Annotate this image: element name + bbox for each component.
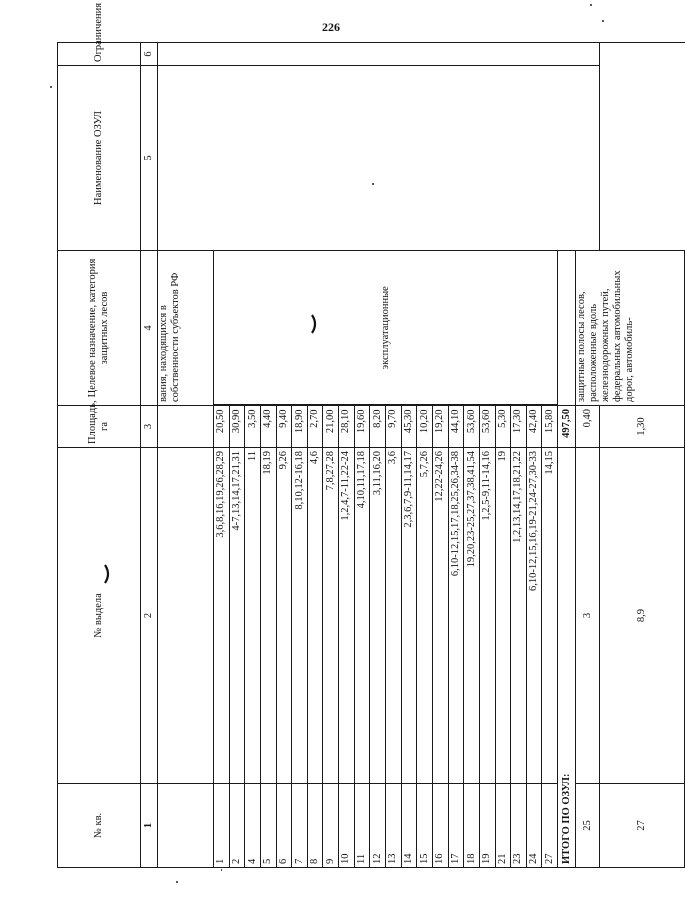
vydel-cell: 14,15 xyxy=(542,448,558,784)
area-cell: 28,10 xyxy=(339,406,355,448)
vydel-cell: 8,10,12-16,18 xyxy=(292,448,308,784)
area-cell: 4,40 xyxy=(260,406,276,448)
vydel-cell: 11 xyxy=(245,448,261,784)
continuation-row xyxy=(158,43,214,868)
column-number: 3 xyxy=(141,406,158,448)
vydel-cell: 7,8,27,28 xyxy=(323,448,339,784)
kv-cell: 25 xyxy=(576,784,600,868)
continuation-text: вания, находящихся в собственности субъектов РФ xyxy=(158,251,214,406)
total-area: 497,50 xyxy=(558,406,576,448)
vydel-cell: 12,22-24,26 xyxy=(432,448,448,784)
page-number: 226 xyxy=(322,20,340,34)
vydel-cell: 4,6 xyxy=(307,448,323,784)
vydel-cell: 18,19 xyxy=(260,448,276,784)
kv-cell: 15 xyxy=(417,784,433,868)
header-row xyxy=(58,43,141,868)
vydel-cell: 1,2,5-9,11-14,16 xyxy=(479,448,495,784)
area-cell: 9,40 xyxy=(276,406,292,448)
kv-cell: 9 xyxy=(323,784,339,868)
kv-cell: 7 xyxy=(292,784,308,868)
header-purpose: Целевое назначение, категория защитных лесов xyxy=(58,251,141,406)
kv-cell: 12 xyxy=(370,784,386,868)
scan-speck xyxy=(221,869,222,871)
table-cell xyxy=(558,251,576,406)
bracket-mark xyxy=(310,314,320,334)
area-cell: 9,70 xyxy=(386,406,402,448)
kv-cell: 5 xyxy=(260,784,276,868)
kv-cell: 10 xyxy=(339,784,355,868)
scan-speck xyxy=(590,4,592,6)
area-cell: 17,30 xyxy=(511,406,527,448)
kv-cell: 2 xyxy=(229,784,245,868)
column-number: 5 xyxy=(141,66,158,251)
vydel-cell: 1,2,13,14,17,18,21,22 xyxy=(511,448,527,784)
vydel-cell: 3,6 xyxy=(386,448,402,784)
kv-cell: 8 xyxy=(307,784,323,868)
header-area: Площадь, га xyxy=(58,406,141,448)
vydel-cell: 6,10-12,15,16,19-21,24-27,30-33 xyxy=(526,448,542,784)
vydel-cell: 3,6,8,16,19,26,28,29 xyxy=(214,448,230,784)
vydel-cell: 5,7,26 xyxy=(417,448,433,784)
vydel-cell: 4,10,11,17,18 xyxy=(354,448,370,784)
header-kv: № кв. xyxy=(58,784,141,868)
kv-cell: 24 xyxy=(526,784,542,868)
kv-cell: 14 xyxy=(401,784,417,868)
vydel-cell: 3 xyxy=(576,448,600,784)
area-cell: 19,20 xyxy=(432,406,448,448)
area-cell: 3,50 xyxy=(245,406,261,448)
table-cell xyxy=(158,66,600,251)
kv-cell: 6 xyxy=(276,784,292,868)
area-cell: 45,30 xyxy=(401,406,417,448)
area-cell: 53,60 xyxy=(464,406,480,448)
scan-speck xyxy=(602,20,604,22)
vydel-cell: 9,26 xyxy=(276,448,292,784)
column-number: 6 xyxy=(141,43,158,66)
kv-cell: 27 xyxy=(600,784,685,868)
table-cell xyxy=(158,784,214,868)
area-cell: 18,90 xyxy=(292,406,308,448)
vydel-cell: 19,20,23-25,27,37,38,41,54 xyxy=(464,448,480,784)
area-cell: 21,00 xyxy=(323,406,339,448)
kv-cell: 23 xyxy=(511,784,527,868)
area-cell: 5,30 xyxy=(495,406,511,448)
column-number-row xyxy=(141,43,158,868)
area-cell: 0,40 xyxy=(576,406,600,448)
kv-cell: 1 xyxy=(214,784,230,868)
kv-cell: 11 xyxy=(354,784,370,868)
table-cell xyxy=(158,406,214,448)
area-cell: 53,60 xyxy=(479,406,495,448)
vydel-cell: 19 xyxy=(495,448,511,784)
header-vydel: № выдела xyxy=(58,448,141,784)
total-label: ИТОГО ПО ОЗУЛ: xyxy=(558,448,576,868)
header-ozul-name: Наименование ОЗУЛ xyxy=(58,66,141,251)
area-cell: 15,80 xyxy=(542,406,558,448)
vydel-cell: 4-7,13,14,17,21,31 xyxy=(229,448,245,784)
area-cell: 42,40 xyxy=(526,406,542,448)
vydel-cell: 8,9 xyxy=(600,448,685,784)
column-number: 1 xyxy=(141,784,158,868)
header-restrictions: Ограничения xyxy=(58,43,141,66)
area-cell: 8,20 xyxy=(370,406,386,448)
kv-cell: 19 xyxy=(479,784,495,868)
vydel-cell: 3,11,16,20 xyxy=(370,448,386,784)
kv-cell: 4 xyxy=(245,784,261,868)
area-cell: 20,50 xyxy=(214,406,230,448)
area-cell: 2,70 xyxy=(307,406,323,448)
vydel-cell: 1,2,4,7-11,22-24 xyxy=(339,448,355,784)
vydel-cell: 6,10-12,15,17,18,25,26,34-38 xyxy=(448,448,464,784)
kv-cell: 17 xyxy=(448,784,464,868)
category-exploitation: эксплуатационные xyxy=(214,251,558,406)
area-cell: 1,30 xyxy=(600,406,685,448)
column-number: 2 xyxy=(141,448,158,784)
area-cell: 44,10 xyxy=(448,406,464,448)
column-number: 4 xyxy=(141,251,158,406)
kv-cell: 27 xyxy=(542,784,558,868)
area-cell: 30,90 xyxy=(229,406,245,448)
area-cell: 19,60 xyxy=(354,406,370,448)
area-cell: 10,20 xyxy=(417,406,433,448)
scan-speck xyxy=(176,881,178,883)
scan-speck xyxy=(50,86,52,88)
kv-cell: 13 xyxy=(386,784,402,868)
kv-cell: 16 xyxy=(432,784,448,868)
table-row xyxy=(600,43,685,868)
kv-cell: 18 xyxy=(464,784,480,868)
table-cell xyxy=(158,43,600,66)
protective-strips-text: защитные полосы лесов, расположенные вдоль железнодорожных путей, федеральных автомобильных дорог, автомобиль- xyxy=(576,251,685,406)
vydel-cell: 2,3,6,7,9-11,14,17 xyxy=(401,448,417,784)
kv-cell: 21 xyxy=(495,784,511,868)
bracket-mark xyxy=(103,564,113,584)
table-cell xyxy=(158,448,214,784)
